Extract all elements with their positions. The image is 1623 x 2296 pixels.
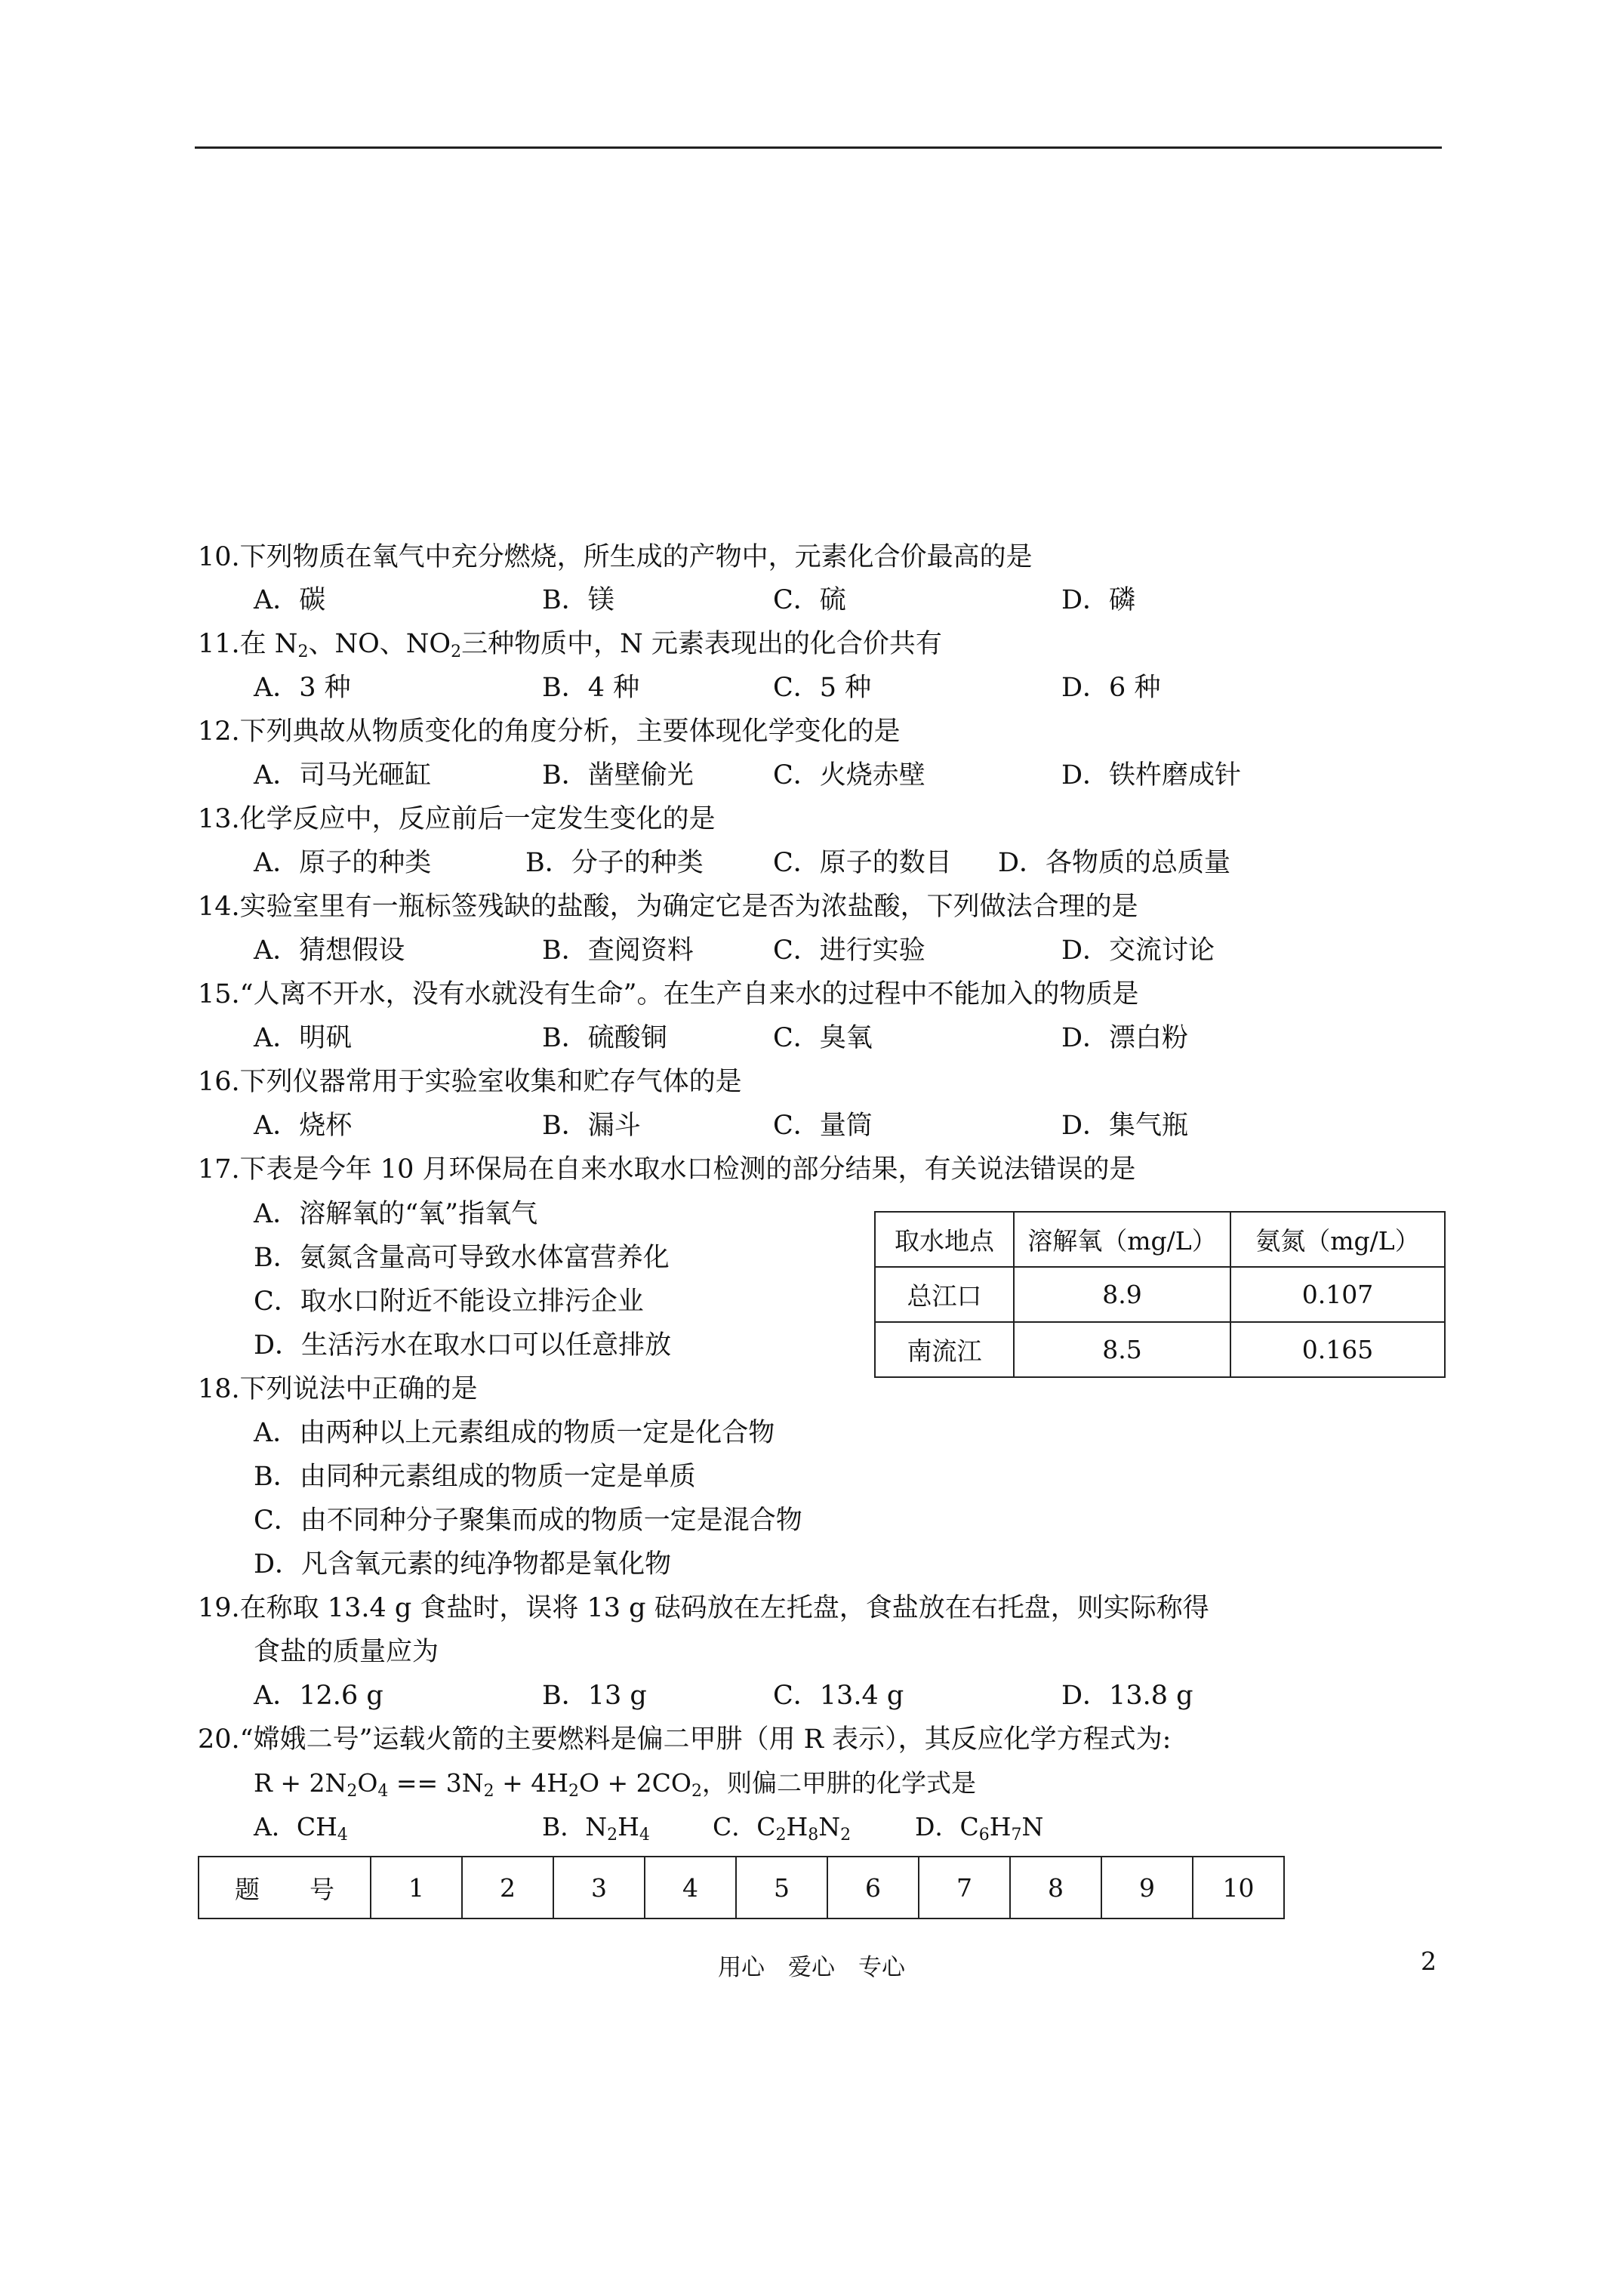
option-b[interactable]: B．氨氮含量高可导致水体富营养化 xyxy=(254,1243,670,1273)
option-b[interactable]: B．硫酸铜 xyxy=(542,1023,667,1053)
answer-cell[interactable]: 5 xyxy=(736,1857,827,1918)
answer-grid-label: 题 号 xyxy=(199,1857,371,1918)
table-cell: 8.9 xyxy=(1014,1267,1230,1322)
question-text: 下列仪器常用于实验室收集和贮存气体的是 xyxy=(239,1067,742,1097)
option-b[interactable]: B．4 种 xyxy=(542,673,640,703)
question-17 xyxy=(198,1154,1135,1185)
answer-cell[interactable]: 7 xyxy=(919,1857,1010,1918)
question-number: 13. xyxy=(198,804,240,834)
option-c[interactable]: C．硫 xyxy=(773,585,846,615)
answer-cell[interactable]: 2 xyxy=(462,1857,553,1918)
table-cell: 0.165 xyxy=(1230,1322,1445,1377)
answer-cell[interactable]: 1 xyxy=(371,1857,462,1918)
table-header: 溶解氧（mg/L） xyxy=(1014,1212,1230,1267)
option-c[interactable]: C．进行实验 xyxy=(773,935,925,966)
question-text: 下列物质在氧气中充分燃烧，所生成的产物中，元素化合价最高的是 xyxy=(239,542,1033,572)
answer-cell[interactable]: 6 xyxy=(827,1857,919,1918)
page-number: 2 xyxy=(1421,1946,1437,1976)
answer-cell[interactable]: 10 xyxy=(1193,1857,1284,1918)
answer-cell[interactable]: 4 xyxy=(645,1857,736,1918)
question-text: 下表是今年 10 月环保局在自来水取水口检测的部分结果，有关说法错误的是 xyxy=(239,1154,1136,1185)
option-b[interactable]: B．镁 xyxy=(542,585,614,615)
table-header: 氨氮（mg/L） xyxy=(1230,1212,1445,1267)
question-number: 20. xyxy=(198,1724,240,1755)
question-text: 在 $N_2$、NO、$NO_2$三种物质中，N 元素表现出的化合价共有 xyxy=(239,629,942,661)
option-c[interactable]: C．火烧赤壁 xyxy=(773,760,925,791)
option-c[interactable]: C．由不同种分子聚集而成的物质一定是混合物 xyxy=(254,1505,802,1536)
option-a[interactable]: A．碳 xyxy=(254,585,326,615)
reaction-equation: $R + 2N_2O_4 == 3N_2 + 4H_2O + 2CO_2$，则偏二甲肼的化学式是 xyxy=(254,1768,976,1801)
option-d[interactable]: D．生活污水在取水口可以任意排放 xyxy=(254,1330,672,1361)
table-cell: 8.5 xyxy=(1014,1322,1230,1377)
option-d[interactable]: D．凡含氧元素的纯净物都是氧化物 xyxy=(254,1549,672,1579)
question-20 xyxy=(198,1724,1171,1755)
header-rule xyxy=(195,146,1442,149)
question-12 xyxy=(198,717,901,747)
option-b[interactable]: B．凿壁偷光 xyxy=(542,760,694,791)
option-d[interactable]: D．交流讨论 xyxy=(1061,935,1215,966)
option-a[interactable]: A．明矾 xyxy=(254,1023,353,1053)
question-number: 11. xyxy=(198,629,240,659)
option-c[interactable]: C．取水口附近不能设立排污企业 xyxy=(254,1287,644,1317)
question-13 xyxy=(198,804,716,834)
option-a[interactable]: A．司马光砸缸 xyxy=(254,760,432,791)
question-10 xyxy=(198,542,1033,572)
option-d[interactable]: D．磷 xyxy=(1061,585,1136,615)
option-a[interactable]: A．3 种 xyxy=(254,673,351,703)
question-text: 下列说法中正确的是 xyxy=(239,1374,478,1404)
option-d[interactable]: D．$C_6H_7N$ xyxy=(915,1812,1044,1845)
question-text: 实验室里有一瓶标签残缺的盐酸，为确定它是否为浓盐酸，下列做法合理的是 xyxy=(239,892,1138,922)
table-row xyxy=(199,1857,1284,1918)
answer-cell[interactable]: 8 xyxy=(1010,1857,1101,1918)
option-c[interactable]: C．原子的数目 xyxy=(773,848,952,878)
question-15 xyxy=(198,979,1138,1009)
question-number: 14. xyxy=(198,892,240,922)
option-d[interactable]: D．集气瓶 xyxy=(1061,1111,1189,1141)
option-a[interactable]: A．溶解氧的“氧”指氧气 xyxy=(254,1199,538,1229)
question-number: 18. xyxy=(198,1374,240,1404)
option-a[interactable]: A．猜想假设 xyxy=(254,935,405,966)
question-number: 10. xyxy=(198,542,240,572)
question-11 xyxy=(198,629,942,659)
question-text: “嫦娥二号”运载火箭的主要燃料是偏二甲肼（用 R 表示），其反应化学方程式为: xyxy=(239,1724,1172,1755)
option-a[interactable]: A．烧杯 xyxy=(254,1111,353,1141)
table-cell: 总江口 xyxy=(875,1267,1014,1322)
answer-cell[interactable]: 3 xyxy=(553,1857,645,1918)
question-text: 下列典故从物质变化的角度分析，主要体现化学变化的是 xyxy=(239,717,901,747)
option-a[interactable]: A．原子的种类 xyxy=(254,848,432,878)
option-a[interactable]: A．$CH_4$ xyxy=(254,1812,348,1845)
question-14 xyxy=(198,892,1138,922)
option-a[interactable]: A．由两种以上元素组成的物质一定是化合物 xyxy=(254,1418,775,1448)
option-b[interactable]: B．查阅资料 xyxy=(542,935,694,966)
option-c[interactable]: C．量筒 xyxy=(773,1111,873,1141)
table-header-row xyxy=(875,1212,1445,1267)
option-d[interactable]: D．各物质的总质量 xyxy=(998,848,1231,878)
question-text: “人离不开水，没有水就没有生命”。在生产自来水的过程中不能加入的物质是 xyxy=(239,979,1139,1009)
option-d[interactable]: D．13.8 g xyxy=(1061,1681,1193,1711)
table-cell: 0.107 xyxy=(1230,1267,1445,1322)
question-number: 15. xyxy=(198,979,240,1009)
question-text: 化学反应中，反应前后一定发生变化的是 xyxy=(239,804,716,834)
option-b[interactable]: B．漏斗 xyxy=(542,1111,641,1141)
option-b[interactable]: B．13 g xyxy=(542,1681,647,1711)
option-b[interactable]: B．分子的种类 xyxy=(525,848,704,878)
option-c[interactable]: C．$C_2H_8N_2$ xyxy=(713,1812,852,1845)
option-a[interactable]: A．12.6 g xyxy=(254,1681,383,1711)
table-header: 取水地点 xyxy=(875,1212,1014,1267)
question-text: 在称取 13.4 g 食盐时，误将 13 g 砝码放在左托盘，食盐放在右托盘，则实际称得 xyxy=(239,1593,1209,1623)
option-b[interactable]: B．由同种元素组成的物质一定是单质 xyxy=(254,1462,696,1492)
question-text-continued: 食盐的质量应为 xyxy=(254,1637,439,1667)
question-number: 19. xyxy=(198,1593,240,1623)
question-number: 12. xyxy=(198,717,240,747)
option-d[interactable]: D．铁杵磨成针 xyxy=(1061,760,1242,791)
table-row xyxy=(875,1322,1445,1377)
answer-cell[interactable]: 9 xyxy=(1101,1857,1193,1918)
water-quality-table xyxy=(874,1211,1446,1378)
table-row xyxy=(875,1267,1445,1322)
option-c[interactable]: C．5 种 xyxy=(773,673,872,703)
question-number: 17. xyxy=(198,1154,240,1185)
question-16 xyxy=(198,1067,742,1097)
option-d[interactable]: D．漂白粉 xyxy=(1061,1023,1189,1053)
question-19 xyxy=(198,1593,1209,1623)
option-b[interactable]: B．$N_2H_4$ xyxy=(542,1812,650,1845)
option-c[interactable]: C．臭氧 xyxy=(773,1023,873,1053)
question-number: 16. xyxy=(198,1067,240,1097)
table-cell: 南流江 xyxy=(875,1322,1014,1377)
footer-motto: 用心 爱心 专心 xyxy=(718,1954,905,1981)
option-d[interactable]: D．6 种 xyxy=(1061,673,1161,703)
option-c[interactable]: C．13.4 g xyxy=(773,1681,904,1711)
question-18 xyxy=(198,1374,478,1404)
answer-grid xyxy=(198,1856,1285,1919)
